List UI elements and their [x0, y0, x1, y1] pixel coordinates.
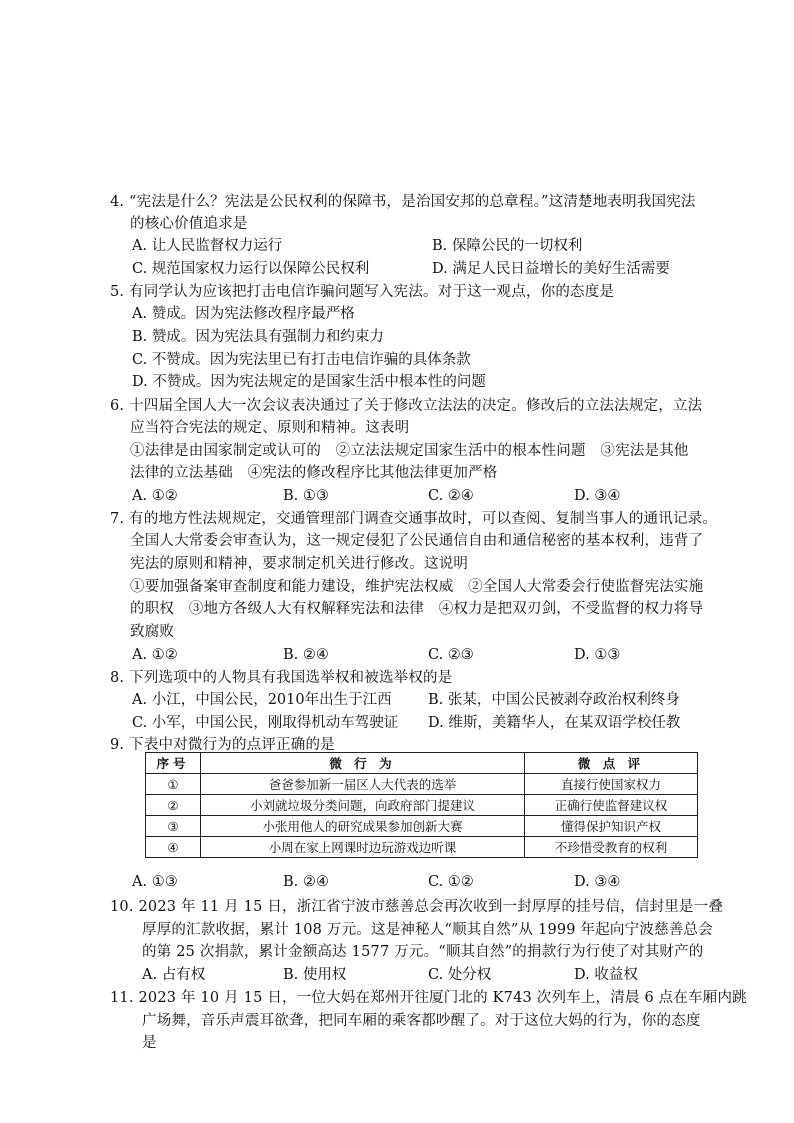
table-row: [146, 774, 698, 795]
q7-option-b: B. ②④: [283, 647, 329, 663]
table-cell-index: ③: [146, 816, 201, 837]
q4-stem-line1: 4. “宪法是什么？宪法是公民权利的保障书，是治国安邦的总章程。”这清楚地表明我国宪法: [110, 194, 696, 210]
q6-option-b: B. ①③: [283, 488, 329, 504]
table-cell-comment: 不珍惜受教育的权利: [525, 837, 698, 858]
table-row: [146, 795, 698, 816]
q11-stem-line1: 11. 2023 年 10 月 15 日，一位大妈在郑州开往厦门北的 K743 次列车上，清晨 6 点在车厢内跳: [110, 990, 747, 1006]
q6-option-d: D. ③④: [574, 488, 621, 504]
q7-stem-line4: ①要加强备案审查制度和能力建设，维护宪法权威 ②全国人大常委会行使监督宪法实施: [130, 579, 704, 595]
q11-stem-line2: 广场舞，音乐声震耳欲聋，把同车厢的乘客都吵醒了。对于这位大妈的行为，你的态度: [142, 1013, 701, 1029]
q9-option-c: C. ①②: [428, 874, 474, 890]
q7-stem-line6: 致腐败: [130, 624, 175, 640]
q5-option-d: D. 不赞成。因为宪法规定的是国家生活中根本性的问题: [132, 374, 486, 390]
table-cell-behavior: 小刘就垃圾分类问题，向政府部门提建议: [201, 795, 525, 816]
q4-option-d: D. 满足人民日益增长的美好生活需要: [432, 261, 670, 277]
q10-option-c: C. 处分权: [428, 967, 492, 983]
table-header-index: 序号: [146, 753, 201, 774]
q9-option-a: A. ①③: [132, 874, 178, 890]
q5-stem-line1: 5. 有同学认为应该把打击电信诈骗问题写入宪法。对于这一观点，你的态度是: [110, 284, 615, 300]
q6-stem-line2: 应当符合宪法的规定、原则和精神。这表明: [130, 420, 410, 436]
q7-stem-line1: 7. 有的地方性法规规定，交通管理部门调查交通事故时，可以查阅、复制当事人的通讯记录。: [110, 511, 718, 527]
q4-option-a: A. 让人民监督权力运行: [132, 238, 283, 254]
q7-stem-line2: 全国人大常委会审查认为，这一规定侵犯了公民通信自由和通信秘密的基本权利，违背了: [130, 533, 704, 549]
q10-stem-line2: 厚厚的汇款收据，累计 108 万元。这是神秘人“顺其自然”从 1999 年起向宁波慈善总会: [142, 922, 713, 938]
table-cell-comment: 正确行使监督建议权: [525, 795, 698, 816]
q9-stem-line1: 9. 下表中对微行为的点评正确的是: [110, 737, 335, 753]
q6-option-c: C. ②④: [428, 488, 474, 504]
q7-option-d: D. ①③: [574, 647, 621, 663]
table-cell-index: ④: [146, 837, 201, 858]
q5-option-c: C. 不赞成。因为宪法里已有打击电信诈骗的具体条款: [132, 352, 471, 368]
q4-stem-line2: 的核心价值追求是: [130, 216, 248, 232]
q10-option-a: A. 占有权: [142, 967, 206, 983]
table-cell-comment: 懂得保护知识产权: [525, 816, 698, 837]
q8-option-d: D. 维斯，美籍华人，在某双语学校任教: [428, 715, 681, 731]
q6-stem-line1: 6. 十四届全国人大一次会议表决通过了关于修改立法法的决定。修改后的立法法规定，立法: [110, 398, 703, 414]
q6-option-a: A. ①②: [132, 488, 178, 504]
table-cell-behavior: 小周在家上网课时边玩游戏边听课: [201, 837, 525, 858]
table-header-behavior: 微 行 为: [201, 753, 525, 774]
q9-option-d: D. ③④: [574, 874, 621, 890]
q9-table: [145, 752, 698, 858]
q6-stem-line3: ①法律是由国家制定或认可的 ②立法法规定国家生活中的根本性问题 ③宪法是其他: [130, 443, 689, 459]
q10-option-d: D. 收益权: [574, 967, 638, 983]
q10-stem-line1: 10. 2023 年 11 月 15 日，浙江省宁波市慈善总会再次收到一封厚厚的挂号信，信封里是一叠: [110, 899, 724, 915]
q10-stem-line3: 的第 25 次捐款，累计金额高达 1577 万元。“顺其自然”的捐款行为行使了对其财产的: [142, 944, 704, 960]
table-cell-comment: 直接行使国家权力: [525, 774, 698, 795]
table-cell-behavior: 爸爸参加新一届区人大代表的选举: [201, 774, 525, 795]
table-cell-index: ①: [146, 774, 201, 795]
table-header-row: [146, 753, 698, 774]
q9-option-b: B. ②④: [283, 874, 329, 890]
table-row: [146, 816, 698, 837]
q10-option-b: B. 使用权: [283, 967, 347, 983]
q5-option-a: A. 赞成。因为宪法修改程序最严格: [132, 306, 355, 322]
q7-stem-line3: 宪法的原则和精神，要求制定机关进行修改。这说明: [130, 556, 469, 572]
q4-option-c: C. 规范国家权力运行以保障公民权利: [132, 261, 370, 277]
table-header-comment: 微 点 评: [525, 753, 698, 774]
q11-stem-line3: 是: [142, 1035, 157, 1051]
q4-option-b: B. 保障公民的一切权利: [432, 238, 583, 254]
q8-option-b: B. 张某，中国公民被剥夺政治权利终身: [428, 692, 680, 708]
q5-option-b: B. 赞成。因为宪法具有强制力和约束力: [132, 329, 384, 345]
table-cell-index: ②: [146, 795, 201, 816]
table-row: [146, 837, 698, 858]
q8-option-a: A. 小江，中国公民，2010年出生于江西: [132, 692, 392, 708]
q8-stem-line1: 8. 下列选项中的人物具有我国选举权和被选举权的是: [110, 670, 453, 686]
table-cell-behavior: 小张用他人的研究成果参加创新大赛: [201, 816, 525, 837]
q7-option-a: A. ①②: [132, 647, 178, 663]
q7-option-c: C. ②③: [428, 647, 474, 663]
q6-stem-line4: 法律的立法基础 ④宪法的修改程序比其他法律更加严格: [130, 465, 498, 481]
q7-stem-line5: 的职权 ③地方各级人大有权解释宪法和法律 ④权力是把双刃剑，不受监督的权力将导: [130, 601, 704, 617]
q8-option-c: C. 小军，中国公民，刚取得机动车驾驶证: [132, 715, 399, 731]
